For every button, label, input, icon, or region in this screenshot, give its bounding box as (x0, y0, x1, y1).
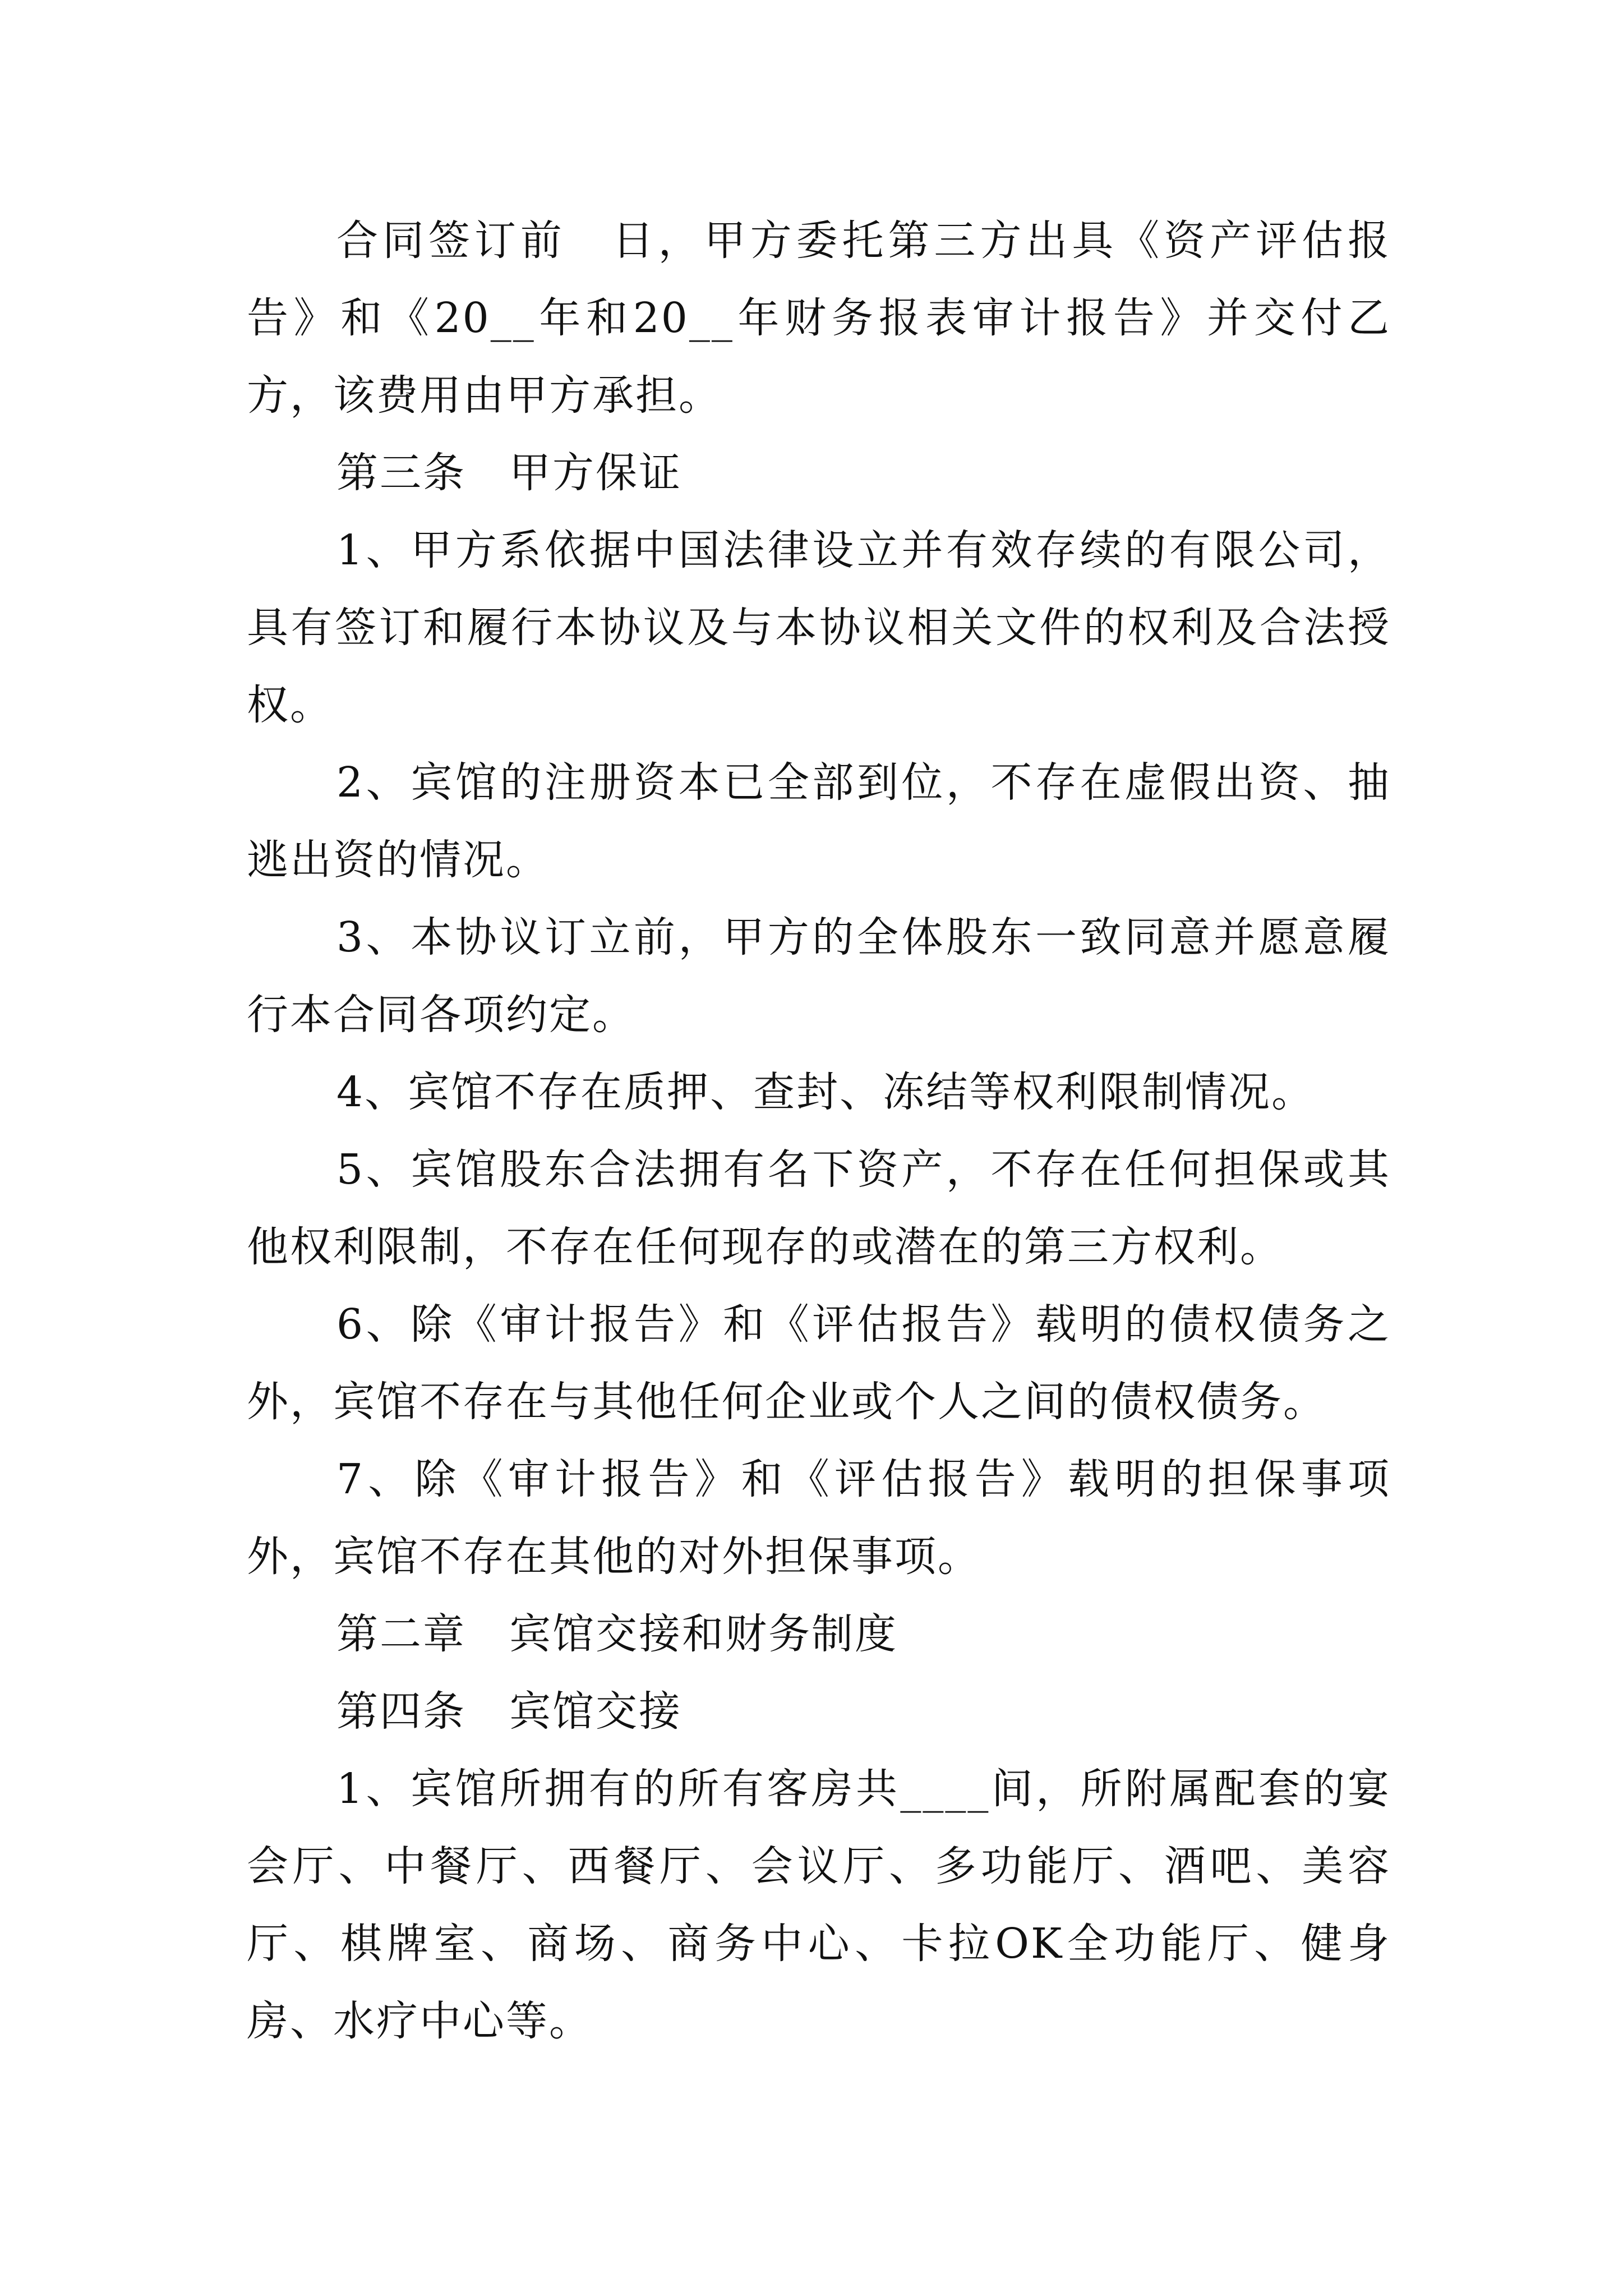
clause-3-1: 1、甲方系依据中国法律设立并有效存续的有限公司，具有签订和履行本协议及与本协议相关文件的权利及合法授权。 (247, 526, 1391, 729)
clause-3-2: 2、宾馆的注册资本已全部到位，不存在虚假出资、抽逃出资的情况。 (247, 758, 1391, 884)
clause-3-4: 4、宾馆不存在质押、查封、冻结等权利限制情况。 (336, 1068, 1315, 1116)
document-page (247, 202, 1391, 2060)
clause-3-3: 3、本协议订立前，甲方的全体股东一致同意并愿意履行本合同各项约定。 (247, 913, 1391, 1039)
article-4-heading: 第四条 宾馆交接 (336, 1687, 682, 1736)
clause-3-5: 5、宾馆股东合法拥有名下资产，不存在任何担保或其他权利限制，不存在任何现存的或潜在的第三方权利。 (247, 1145, 1391, 1271)
chapter-2-heading: 第二章 宾馆交接和财务制度 (336, 1610, 898, 1658)
clause-3-7: 7、除《审计报告》和《评估报告》载明的担保事项外，宾馆不存在其他的对外担保事项。 (247, 1455, 1391, 1581)
clause-4-1: 1、宾馆所拥有的所有客房共____间，所附属配套的宴会厅、中餐厅、西餐厅、会议厅、多功能厅、酒吧、美容厅、棋牌室、商场、商务中心、卡拉OK全功能厅、健身房、水疗中心等。 (247, 1765, 1391, 2045)
article-3-heading: 第三条 甲方保证 (336, 449, 682, 497)
clause-3-6: 6、除《审计报告》和《评估报告》载明的债权债务之外，宾馆不存在与其他任何企业或个人之间的债权债务。 (247, 1300, 1391, 1426)
paragraph-assessment-report: 合同签订前 日，甲方委托第三方出具《资产评估报告》和《20__年和20__年财务报表审计报告》并交付乙方，该费用由甲方承担。 (247, 217, 1391, 420)
